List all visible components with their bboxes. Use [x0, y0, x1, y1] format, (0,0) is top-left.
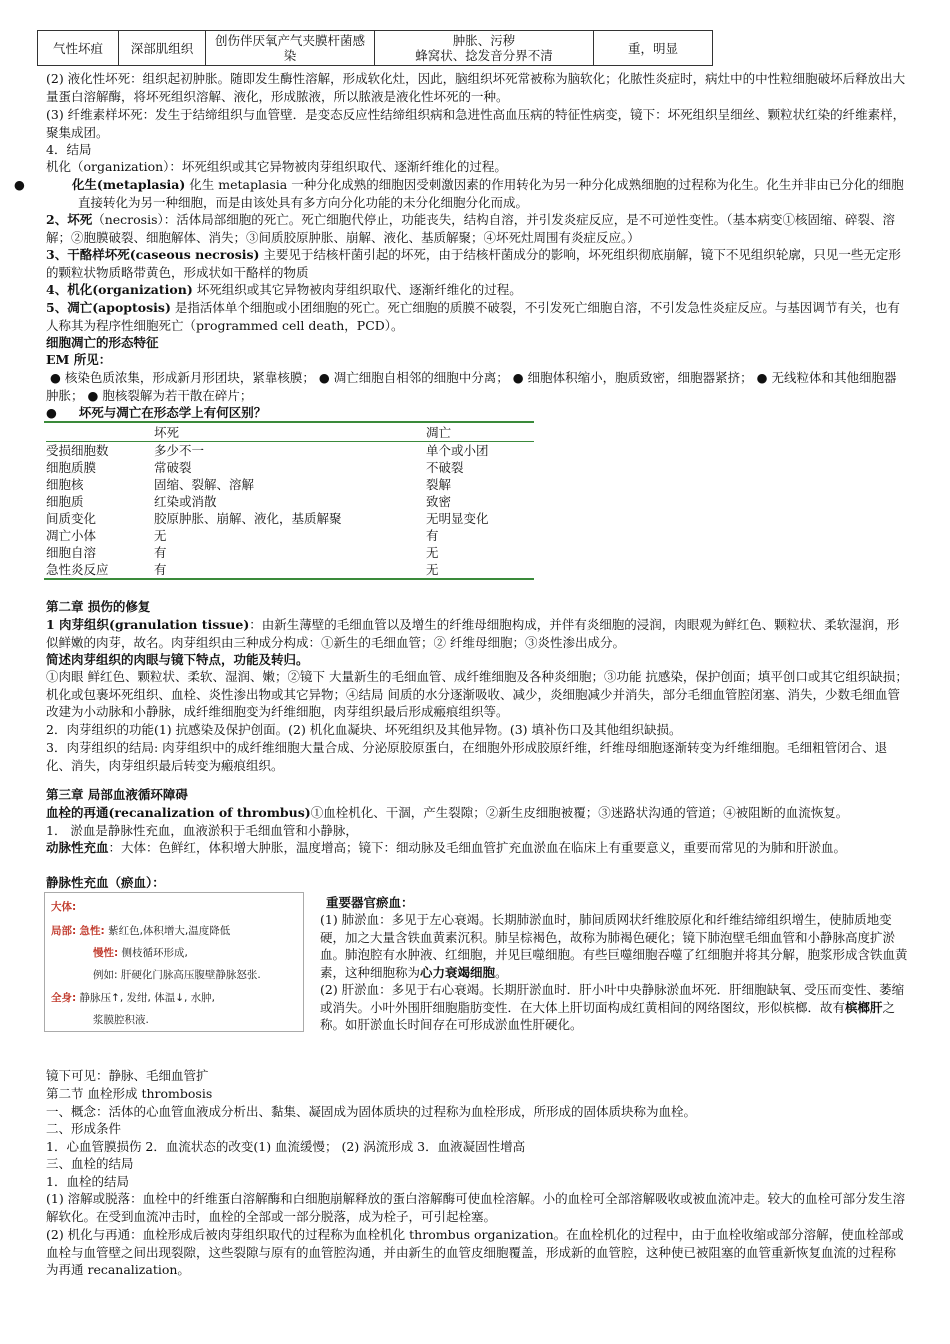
note-line: 浆膜腔积液. — [93, 1014, 149, 1026]
text: (1) 肺淤血：多见于左心衰竭。长期肺淤血时，肺间质网状纤维胶原化和纤维结缔组织增生，使肺质地变硬，加之大量含铁血黄素沉积。肺呈棕褐色，故称为肺褐色硬化；镜下肺泡壁毛细血管和小静脉高度扩淤血。肺泡腔有水肿液、红细胞，并见巨噬细胞。有些巨噬细胞吞噬了红细胞并将其分解，胞浆形成含铁血黄素，这种细胞称为 — [320, 912, 908, 980]
list-item: 核染色质浓集，形成新月形团块，紧靠核膜； — [64, 370, 315, 385]
section-heading: 第二节 血栓形成 thrombosis — [46, 1086, 213, 1101]
paragraph: 一、概念：活体的心血管血液成分析出、黏集、凝固成为固体质块的过程称为血栓形成，所形成的固体质块称为血栓。 — [46, 1104, 697, 1119]
bullet-icon: ● — [318, 370, 334, 385]
note-line — [93, 945, 188, 960]
bullet-icon: ● — [756, 370, 772, 385]
table-cell: 单个或小团 — [426, 443, 489, 458]
table-cell: 凋亡小体 — [46, 528, 97, 543]
note-line — [51, 990, 215, 1005]
term: 化生(metaplasia) — [71, 177, 186, 192]
section-heading: 细胞凋亡的形态特征 — [46, 335, 159, 350]
table-row — [46, 442, 534, 460]
term: 4、机化(organization) — [46, 282, 193, 297]
paragraph: 1． 淤血是静脉性充血，血液淤积于毛细血管和小静脉， — [46, 823, 358, 838]
table-row — [46, 561, 534, 578]
table-cell: 间质变化 — [46, 511, 97, 526]
metaplasia-paragraph — [14, 176, 908, 211]
note-label: 急性: — [79, 925, 105, 937]
table-row — [38, 31, 713, 66]
bullet-icon: ● — [512, 370, 528, 385]
list-item: 凋亡细胞自相邻的细胞中分离； — [333, 370, 509, 385]
table-cell: 创伤伴厌氧产气夹膜杆菌感染 — [206, 31, 375, 66]
table-cell: 无 — [154, 528, 167, 543]
paragraph: 镜下可见：静脉、毛细血管扩 — [46, 1068, 209, 1083]
term: 3、干酪样坏死(caseous necrosis) — [46, 247, 260, 262]
paragraph: ①肉眼 鲜红色、颗粒状、柔软、湿润、嫩；②镜下 大量新生的毛细血管、成纤维细胞及各种炎细胞；③功能 抗感染，保护创面；填平创口或其它组织缺损；机化或包裹坏死组织、血栓、炎性渗出物或其它异物；④结局 间质的水分逐渐吸收、减少，炎细胞减少并消失，部分毛细血管腔闭塞、消失，少数毛细血管改建为小动脉和小静脉，成纤维细胞变为纤维细胞，肉芽组织最后形成瘢痕组织等。 — [46, 669, 908, 719]
bullet-list — [46, 369, 908, 404]
table-cell: 无 — [426, 545, 439, 560]
bullet-icon: ● — [14, 177, 25, 192]
table-cell: 有 — [426, 528, 439, 543]
table-cell: 多少不一 — [154, 443, 205, 458]
table-header-row — [46, 424, 534, 442]
list-item: 胞核裂解为若干散在碎片； — [102, 387, 253, 403]
table-cell: 固缩、裂解、溶解 — [154, 477, 255, 492]
note-line — [51, 923, 230, 938]
text: (2) 肝淤血：多见于右心衰竭。长期肝淤血时．肝小叶中央静脉淤血坏死．肝细胞缺氧、受压而变性、萎缩或消失。小叶外围肝细胞脂肪变性．在大体上肝切面构成红黄相间的网络图纹，形似槟榔．故有 — [320, 982, 905, 1015]
handwritten-note-image — [44, 892, 304, 1032]
table-row — [46, 476, 534, 493]
table-cell: 细胞自溶 — [46, 545, 97, 560]
table-cell: 深部肌组织 — [119, 31, 206, 66]
table-cell: 裂解 — [426, 477, 452, 492]
paragraph — [46, 299, 908, 334]
note-label: 局部: — [51, 925, 77, 937]
column-header: 坏死 — [154, 424, 426, 442]
table-row — [46, 527, 534, 544]
list-item: 无线粒体和其他细胞器肿胀； — [46, 370, 897, 403]
paragraph — [46, 211, 908, 246]
table-cell: 气性坏疽 — [38, 31, 119, 66]
definition: 化生 metaplasia 一种分化成熟的细胞因受刺激因素的作用转化为另一种分化成熟细胞的过程称为化生。化生并非由已分化的细胞直接转化为另一种细胞，而是由该处具有多方向分化功能的未分化细胞分化而成。 — [78, 177, 904, 210]
green-rule — [44, 578, 534, 580]
paragraph: 3．肉芽组织的结局: 肉芽组织中的成纤维细胞大量合成、分泌原胶原蛋白，在细胞外形成胶原纤维，纤维母细胞逐渐转变为纤维细胞。毛细粗管闭合、退化、消失，肉芽组织最后转变为瘢痕组织。 — [46, 740, 888, 773]
table-cell: 细胞质 — [46, 494, 84, 509]
text: 。 — [495, 964, 508, 980]
paragraph: (2) 机化与再通：血栓形成后被肉芽组织取代的过程称为血栓机化 thrombus organization。在血栓机化的过程中，由于血栓收缩或部分溶解，使血栓部或血栓与血管壁之间出现裂隙，这些裂隙与原有的血管腔沟通，并由新生的血管皮细胞覆盖，形成新的血管腔，这种使已被阻塞的血管重新恢复血流的过程称为再通 recanalization。 — [46, 1227, 904, 1277]
question — [46, 404, 908, 422]
table-cell: 无 — [426, 562, 439, 577]
table-cell — [375, 31, 594, 66]
definition: ：大体：色鲜红，体积增大肿胀，温度增高；镜下：细动脉及毛细血管扩充血淤血在临床上有重要意义，重要而常见的为肺和肝淤血。 — [108, 840, 847, 855]
paragraph — [46, 281, 908, 299]
paragraph — [320, 981, 908, 1034]
paragraph: 4．结局 — [46, 142, 92, 157]
term: 心力衰竭细胞 — [420, 964, 496, 980]
table-row — [46, 459, 534, 476]
note-line: 大体: — [51, 901, 77, 913]
table-cell: 不破裂 — [426, 460, 464, 475]
column-header: 凋亡 — [426, 424, 534, 442]
paragraph: 三、血栓的结局 — [46, 1156, 134, 1171]
term: 5、凋亡(apoptosis) — [46, 300, 171, 315]
table-cell: 重，明显 — [594, 31, 713, 66]
paragraph: 1．血栓的结局 — [46, 1174, 129, 1189]
table-cell: 胶原肿胀、崩解、液化，基质解聚 — [154, 511, 342, 526]
term: 2、坏死 — [46, 212, 93, 227]
necrosis-apoptosis-table — [46, 424, 534, 578]
column-header — [46, 424, 154, 442]
definition: 坏死组织或其它异物被肉芽组织取代、逐渐纤维化的过程。 — [192, 282, 522, 297]
definition: ：由新生薄壁的毛细血管以及增生的纤维母细胞构成，并伴有炎细胞的浸润，肉眼观为鲜红色、颗粒状、柔软湿润，形似鲜嫩的肉芽，故名。肉芽组织由三种成分构成：①新生的毛细血管；② 纤维母细胞；③炎性渗出成分。 — [46, 617, 900, 650]
paragraph: 机化（organization）：坏死组织或其它异物被肉芽组织取代、逐渐纤维化的过程。 — [46, 159, 507, 174]
term: 动脉性充血 — [46, 840, 109, 855]
term: 1 肉芽组织(granulation tissue) — [46, 617, 250, 632]
table-row — [46, 510, 534, 527]
paragraph — [46, 246, 908, 281]
note-text: 静脉压↑, 发绀, 体温↓, 水肿, — [79, 992, 216, 1004]
definition: （necrosis）：活体局部细胞的死亡。死亡细胞代停止，功能丧失，结构自溶，并引发炎症反应，是不可逆性变性。（基本病变①核固缩、碎裂、溶解；②胞膜破裂、细胞解体、消失；③间质胶原肿胀、崩解、液化、基质解聚；④坏死灶周围有炎症反应。） — [46, 212, 895, 245]
green-rule — [44, 421, 534, 423]
table-row — [46, 544, 534, 561]
table-row — [46, 493, 534, 510]
table-cell: 细胞核 — [46, 477, 84, 492]
paragraph — [320, 911, 908, 981]
bullet-icon: ● — [87, 387, 103, 403]
question: 简述肉芽组织的肉眼与镜下特点，功能及转归。 — [46, 652, 309, 667]
table-cell: 红染或消散 — [154, 494, 217, 509]
cell-line: 肿胀、污秽 — [452, 33, 516, 48]
table-cell: 有 — [154, 545, 167, 560]
text: 之称。如肝淤血长时间存在可形成淤血性肝硬化。 — [320, 999, 896, 1032]
table-cell: 无明显变化 — [426, 511, 489, 526]
paragraph — [46, 804, 908, 822]
bullet-icon: ● — [46, 370, 65, 385]
note-label: 全身: — [51, 992, 77, 1004]
question-text: 坏死与凋亡在形态学上有何区别？ — [78, 405, 267, 420]
table-cell: 常破裂 — [154, 460, 192, 475]
definition: ①血栓机化、干涸，产生裂隙；②新生皮细胞被覆；③迷路状沟通的管道；④被阻断的血流恢复。 — [310, 805, 849, 820]
paragraph — [46, 839, 908, 857]
chapter-title: 第二章 损伤的修复 — [46, 599, 151, 614]
paragraph: (2) 液化性坏死：组织起初肿胀。随即发生酶性溶解，形成软化灶，因此，脑组织坏死常被称为脑软化；化脓性炎症时，病灶中的中性粒细胞破坏后释放出大量蛋白溶解酶，将坏死组织溶解、液化，形成脓液，所以脓液是液化性坏死的一种。 — [46, 71, 906, 104]
chapter-title: 第三章 局部血液循环障碍 — [46, 787, 188, 802]
note-text: 侧枝循环形成, — [121, 947, 188, 959]
term: 血栓的再通(recanalization of thrombus) — [46, 805, 311, 820]
paragraph: (3) 纤维素样坏死：发生于结缔组织与血管壁．是变态反应性结缔组织病和急进性高血压病的特征性病变，镜下：坏死组织呈细丝、颗粒状红染的纤维素样，聚集成团。 — [46, 107, 906, 140]
paragraph — [46, 616, 908, 651]
term: 槟榔肝 — [845, 999, 883, 1015]
table-cell: 急性炎反应 — [46, 562, 109, 577]
table-cell: 有 — [154, 562, 167, 577]
section-heading: 重要器官瘀血： — [326, 895, 414, 910]
paragraph: 2．肉芽组织的功能(1) 抗感染及保护创面。(2) 机化血凝块、坏死组织及其他异物。(3) 填补伤口及其他组织缺损。 — [46, 722, 682, 737]
paragraph: (1) 溶解或脱落：血栓中的纤维蛋白溶解酶和白细胞崩解释放的蛋白溶解酶可使血栓溶解。小的血栓可全部溶解吸收或被血流冲走。较大的血栓可部分发生溶解软化。在受到血流冲击时，血栓的全部或一部分脱落，成为栓子，可引起栓塞。 — [46, 1191, 906, 1224]
cell-line: 蜂窝状、捻发音分界不清 — [415, 48, 553, 63]
section-heading: EM 所见： — [46, 352, 112, 367]
bullet-icon: ● — [46, 405, 57, 420]
table-cell: 细胞质膜 — [46, 460, 97, 475]
table-cell: 致密 — [426, 494, 452, 509]
table-cell: 受损细胞数 — [46, 443, 109, 458]
definition: 是指活体单个细胞或小团细胞的死亡。死亡细胞的质膜不破裂，不引发死亡细胞自溶，不引发急性炎症反应。与基因调节有关，也有人称其为程序性细胞死亡（programmed cell death，PCD）。 — [46, 300, 900, 333]
note-label: 慢性: — [93, 947, 119, 959]
paragraph: 二、形成条件 — [46, 1121, 122, 1136]
gangrene-table — [37, 30, 713, 66]
paragraph: 1．心血管膜损伤 2．血流状态的改变(1) 血流缓慢； (2) 涡流形成 3．血液凝固性增高 — [46, 1139, 526, 1154]
note-line: 例如: 肝硬化门脉高压腹壁静脉怒张. — [93, 969, 261, 981]
list-item: 细胞体积缩小，胞质致密，细胞器紧挤； — [527, 370, 753, 385]
definition: 主要见于结核杆菌引起的坏死，由于结核杆菌成分的影响，坏死组织彻底崩解，镜下不见组织轮廓，只见一些无定形的颗粒状物质略带黄色，形成状如干酪样的物质 — [46, 247, 901, 280]
section-heading: 静脉性充血（瘀血）： — [46, 875, 165, 890]
note-text: 紫红色,体积增大,温度降低 — [108, 925, 231, 937]
